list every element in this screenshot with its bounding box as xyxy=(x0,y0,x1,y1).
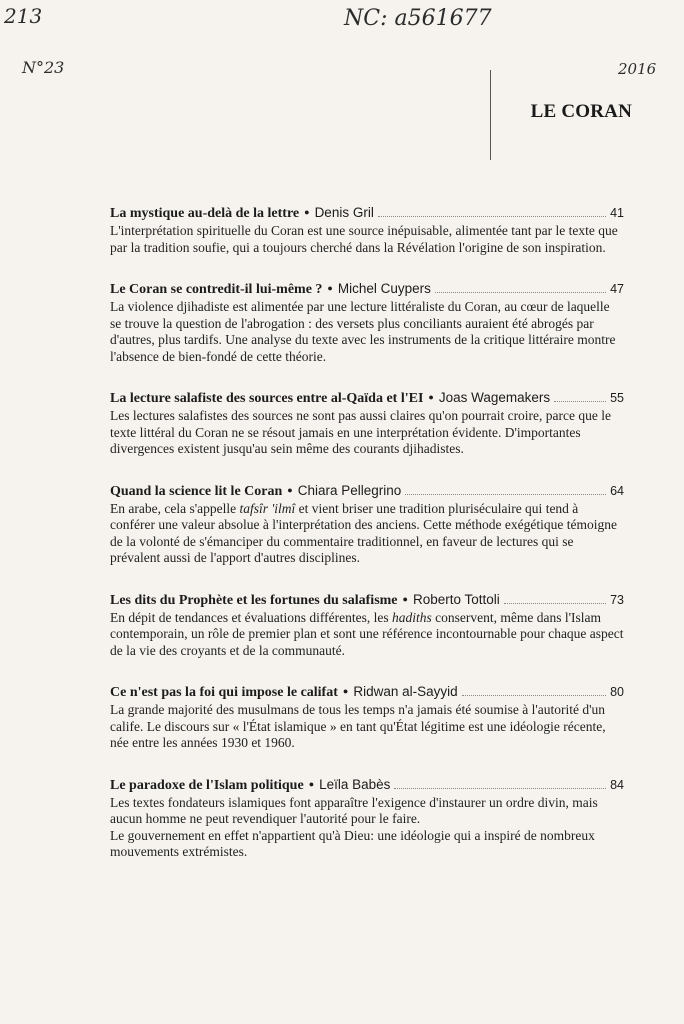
toc-entry xyxy=(110,683,624,752)
summary-paragraph: En arabe, cela s'appelle tafsîr 'ilmî et vient briser une tradition pluriséculaire qui tend à conférer une valeur absolue à l'interprétation des anciens. Cette méthode exégétique témoigne de la volonté de s'émanciper du commentaire traditionnel, en faveur de lectures qui se prévalent aussi de l'apport d'autres disciplines. xyxy=(110,500,617,565)
article-page-number: 55 xyxy=(610,391,624,405)
article-title: La mystique au-delà de la lettre xyxy=(110,206,300,221)
article-author: Joas Wagemakers xyxy=(438,390,551,405)
title-divider xyxy=(490,70,491,160)
toc-entry-heading xyxy=(110,482,624,501)
bullet-separator-icon: ● xyxy=(308,778,315,789)
handwritten-page-number: 213 xyxy=(4,4,43,28)
summary-paragraph: En dépit de tendances et évaluations différentes, les hadiths conservent, même dans l'Islam contemporain, un rôle de premier plan et sont une référence incontournable pour chaque aspect de la vie des croyants et de la communauté. xyxy=(110,609,624,658)
toc-entry xyxy=(110,482,624,567)
article-title: La lecture salafiste des sources entre al-Qaïda et l'EI xyxy=(110,391,424,406)
handwritten-reference: NC: a561677 xyxy=(344,6,492,31)
summary-paragraph: Le gouvernement en effet n'appartient qu'à Dieu: une idéologie qui a inspiré de nombreux mouvements extrémistes. xyxy=(110,827,595,859)
article-title: Les dits du Prophète et les fortunes du salafisme xyxy=(110,592,398,608)
dot-leader xyxy=(405,494,606,495)
article-summary xyxy=(110,610,624,660)
section-title: LE CORAN xyxy=(530,101,632,122)
toc-entry xyxy=(110,389,624,458)
article-title: Le Coran se contredit-il lui-même ? xyxy=(110,282,323,297)
dot-leader xyxy=(435,292,606,293)
summary-paragraph: La grande majorité des musulmans de tous les temps n'a jamais été soumise à l'autorité d'un calife. Le discours sur « l'État islamique » en tant qu'État légitime est une idéologie récente, née entre les années 1930 et 1960. xyxy=(110,702,606,750)
article-title: Le paradoxe de l'Islam politique xyxy=(110,777,304,793)
article-author: Denis Gril xyxy=(314,205,374,220)
summary-paragraph: Les lectures salafistes des sources ne sont pas aussi claires qu'on pourrait croire, parce que le texte littéral du Coran ne se résout jamais en une interprétation évidente. D'importantes divergences existent jusqu'au sein même des courants djihadistes. xyxy=(110,408,612,456)
dot-leader xyxy=(378,216,606,217)
article-summary xyxy=(110,702,624,752)
article-summary xyxy=(110,501,624,567)
article-author: Michel Cuypers xyxy=(337,281,431,296)
article-page-number: 84 xyxy=(610,777,624,792)
article-page-number: 47 xyxy=(610,282,624,296)
bullet-separator-icon: ● xyxy=(342,686,349,696)
toc-entry xyxy=(110,591,624,660)
article-page-number: 64 xyxy=(610,483,624,498)
article-author: Leïla Babès xyxy=(319,776,391,792)
article-author: Ridwan al-Sayyid xyxy=(353,684,458,699)
bullet-separator-icon: ● xyxy=(402,593,408,604)
toc-entry xyxy=(110,776,624,861)
dot-leader xyxy=(462,695,606,696)
toc-entry-heading xyxy=(110,683,624,702)
toc-entry-heading xyxy=(110,389,624,408)
summary-paragraph: Les textes fondateurs islamiques font apparaître l'exigence d'instaurer un ordre divin, mais aucun homme ne peut revendiquer l'autorité pour le faire. xyxy=(110,794,598,826)
toc-entry xyxy=(110,280,624,365)
article-title: Ce n'est pas la foi qui impose le califat xyxy=(110,685,338,700)
toc-entry-heading xyxy=(110,776,624,795)
summary-paragraph: L'interprétation spirituelle du Coran est une source inépuisable, alimentée tant par le texte que par la tradition soufie, qui a toujours cherché dans la Révélation l'origine de son inspiration. xyxy=(110,223,618,255)
toc-entry-heading xyxy=(110,204,624,223)
article-summary xyxy=(110,223,624,256)
bullet-separator-icon: ● xyxy=(304,207,310,217)
article-summary xyxy=(110,408,624,458)
article-author: Chiara Pellegrino xyxy=(297,482,402,498)
summary-paragraph: La violence djihadiste est alimentée par une lecture littéraliste du Coran, au cœur de laquelle se trouve la question de l'abrogation : des versets plus conciliants auraient été abrogés par d'autres, plus tardifs. Une analyse du texte avec les instruments de la critique littéraire montre l'absence de bien-fondé de cette théorie. xyxy=(110,299,616,364)
article-page-number: 41 xyxy=(610,206,624,220)
bullet-separator-icon: ● xyxy=(428,392,434,402)
bullet-separator-icon: ● xyxy=(287,484,293,495)
toc-entry-heading xyxy=(110,591,624,610)
bullet-separator-icon: ● xyxy=(327,283,333,293)
dot-leader xyxy=(394,788,606,789)
article-title: Quand la science lit le Coran xyxy=(110,483,283,499)
article-author: Roberto Tottoli xyxy=(412,591,500,607)
toc-entry-heading xyxy=(110,280,624,299)
article-page-number: 73 xyxy=(610,592,624,607)
article-summary xyxy=(110,795,624,861)
handwritten-issue-number: N°23 xyxy=(22,58,65,77)
article-summary xyxy=(110,299,624,365)
article-page-number: 80 xyxy=(610,685,624,699)
table-of-contents xyxy=(110,204,624,885)
handwritten-year: 2016 xyxy=(618,60,657,78)
dot-leader xyxy=(554,401,606,402)
toc-entry xyxy=(110,204,624,256)
dot-leader xyxy=(504,603,606,604)
